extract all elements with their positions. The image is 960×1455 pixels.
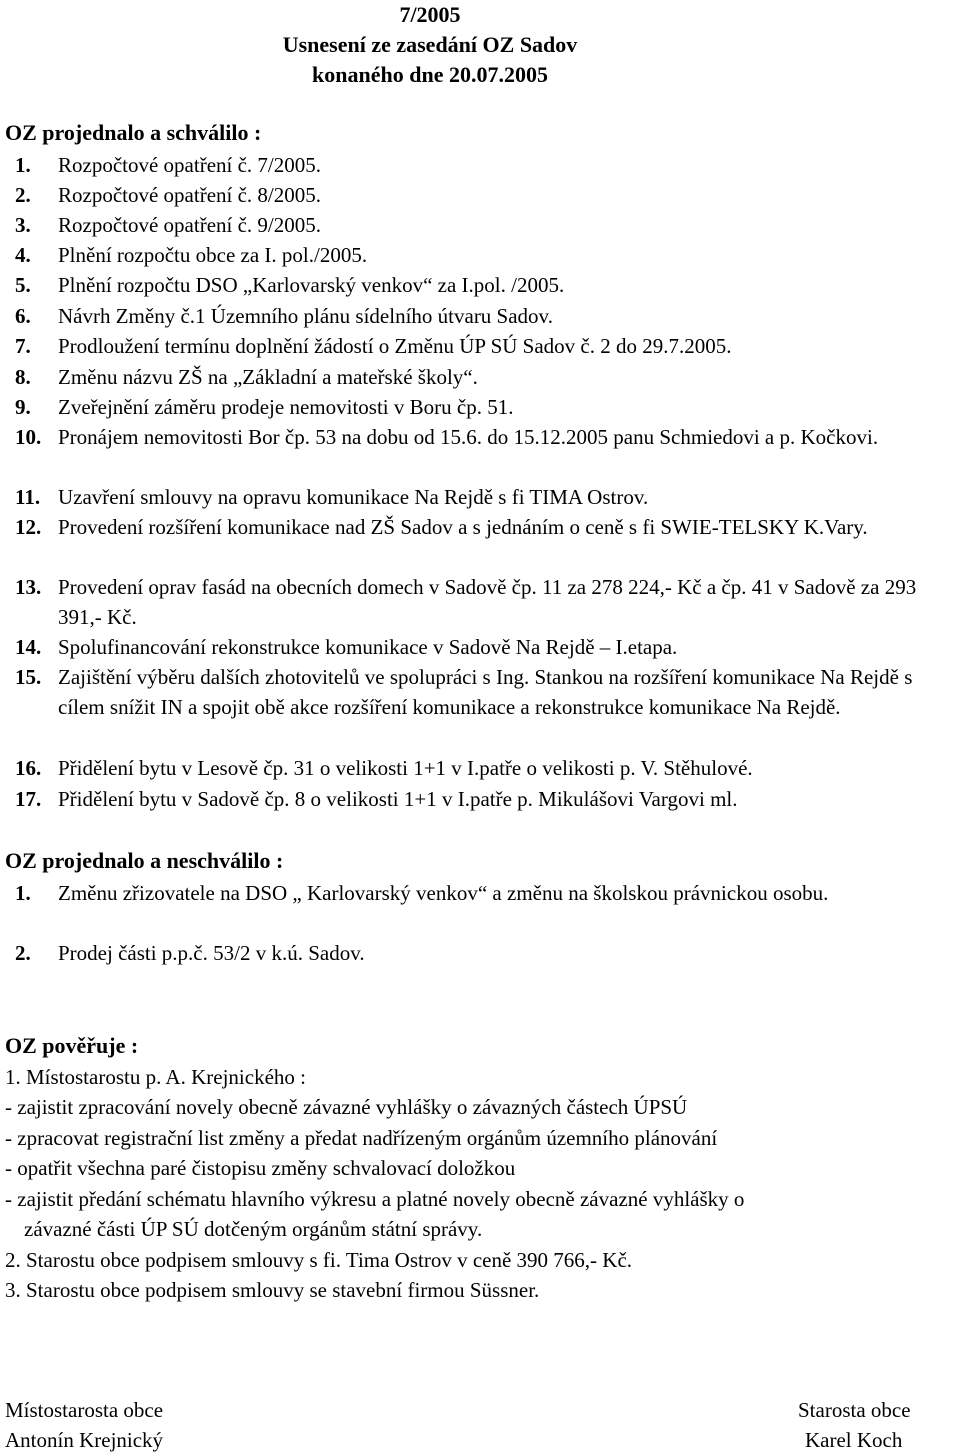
approved-item	[5, 270, 955, 300]
approved-item-number: 11.	[15, 485, 41, 509]
approved-item-text: Prodloužení termínu doplnění žádostí o Změnu ÚP SÚ Sadov č. 2 do 29.7.2005.	[58, 334, 732, 358]
approved-item	[5, 512, 955, 572]
task-line: - zajistit předání schématu hlavního výkresu a platné novely obecně závazné vyhlášky o	[5, 1187, 745, 1211]
task-line: - zpracovat registrační list změny a předat nadřízeným orgánům územního plánování	[5, 1126, 718, 1150]
approved-item-number: 10.	[15, 425, 42, 449]
delegate-line-2: 2. Starostu obce podpisem smlouvy s fi. Tima Ostrov v ceně 390 766,- Kč.	[5, 1248, 633, 1272]
rejected-item-text: Změnu zřizovatele na DSO „ Karlovarský venkov“ a změnu na školskou právnickou osobu.	[58, 881, 829, 905]
approved-item-text: Plnění rozpočtu DSO „Karlovarský venkov“ za I.pol. /2005.	[58, 273, 565, 297]
approved-item-text: Zveřejnění záměru prodeje nemovitosti v Boru čp. 51.	[58, 395, 514, 419]
task-line: - zajistit zpracování novely obecně závazné vyhlášky o závazných částech ÚPSÚ	[5, 1095, 688, 1119]
approved-item-text: Změnu názvu ZŠ na „Základní a mateřské školy“.	[58, 365, 478, 389]
approved-item-number: 8.	[15, 365, 31, 389]
approved-item	[5, 180, 955, 210]
approved-item-text: Návrh Změny č.1 Územního plánu sídelního útvaru Sadov.	[58, 304, 553, 328]
approved-item	[5, 150, 955, 180]
approved-item-number: 7.	[15, 334, 31, 358]
delegate-line-1: 1. Místostarostu p. A. Krejnického :	[5, 1065, 306, 1089]
approved-item-text: Rozpočtové opatření č. 7/2005.	[58, 153, 322, 177]
rejected-item	[5, 938, 955, 968]
approved-item	[5, 784, 955, 814]
resolution-number: 7/2005	[399, 2, 461, 27]
approved-item	[5, 240, 955, 270]
rejected-item	[5, 878, 955, 938]
approved-item-number: 16.	[15, 756, 42, 780]
approved-item-text: Pronájem nemovitosti Bor čp. 53 na dobu od 15.6. do 15.12.2005 panu Schmiedovi a p. Kočkovi.	[58, 425, 879, 449]
rejected-item-number: 1.	[15, 881, 31, 905]
approved-item	[5, 572, 955, 632]
approved-item-number: 4.	[15, 243, 31, 267]
signature-right-role: Starosta obce	[798, 1398, 911, 1422]
rejected-heading: OZ projednalo a neschválilo :	[5, 848, 284, 873]
delegates-heading: OZ pověřuje :	[5, 1033, 139, 1058]
approved-item-number: 17.	[15, 787, 42, 811]
approved-item-number: 6.	[15, 304, 31, 328]
approved-item-number: 1.	[15, 153, 31, 177]
approved-item-number: 12.	[15, 515, 42, 539]
approved-item-text: Provedení rozšíření komunikace nad ZŠ Sadov a s jednáním o ceně s fi SWIE-TELSKY K.Vary.	[58, 515, 868, 539]
approved-item	[5, 753, 955, 783]
approved-item	[5, 210, 955, 240]
approved-item-text: Plnění rozpočtu obce za I. pol./2005.	[58, 243, 368, 267]
rejected-item-text: Prodej části p.p.č. 53/2 v k.ú. Sadov.	[58, 941, 365, 965]
approved-item-number: 14.	[15, 635, 42, 659]
approved-item-text: Zajištění výběru dalších zhotovitelů ve spolupráci s Ing. Stankou na rozšíření komunikace Na Rejdě s cílem snížit IN a spojit obě akce rozšíření komunikace a rekonstrukce komunikace Na Rejdě.	[58, 665, 913, 719]
approved-item-number: 5.	[15, 273, 31, 297]
approved-item-text: Přidělení bytu v Sadově čp. 8 o velikosti 1+1 v I.patře p. Mikulášovi Vargovi ml.	[58, 787, 738, 811]
approved-item-text: Rozpočtové opatření č. 9/2005.	[58, 213, 322, 237]
approved-heading: OZ projednalo a schválilo :	[5, 120, 262, 145]
approved-item	[5, 422, 955, 482]
task-line: - opatřit všechna paré čistopisu změny schvalovací doložkou	[5, 1156, 516, 1180]
approved-item-text: Spolufinancování rekonstrukce komunikace v Sadově Na Rejdě – I.etapa.	[58, 635, 678, 659]
signature-left-name: Antonín Krejnický	[5, 1428, 164, 1452]
meeting-date: konaného dne 20.07.2005	[312, 62, 548, 87]
approved-item	[5, 632, 955, 662]
signature-left-role: Místostarosta obce	[5, 1398, 164, 1422]
signature-right-name: Karel Koch	[805, 1428, 903, 1452]
document-title: Usnesení ze zasedání OZ Sadov	[282, 32, 578, 57]
approved-item-text: Přidělení bytu v Lesově čp. 31 o velikosti 1+1 v I.patře o velikosti p. V. Stěhulové.	[58, 756, 753, 780]
rejected-item-number: 2.	[15, 941, 31, 965]
approved-item-text: Provedení oprav fasád na obecních domech v Sadově čp. 11 za 278 224,- Kč a čp. 41 v Sadově za 293 391,- Kč.	[58, 575, 917, 629]
approved-item-number: 15.	[15, 665, 42, 689]
approved-item	[5, 662, 955, 752]
approved-item	[5, 482, 955, 512]
approved-item	[5, 301, 955, 331]
approved-item	[5, 331, 955, 361]
approved-item-number: 2.	[15, 183, 31, 207]
approved-item-number: 13.	[15, 575, 42, 599]
approved-item	[5, 362, 955, 392]
approved-item	[5, 392, 955, 422]
approved-item-text: Uzavření smlouvy na opravu komunikace Na Rejdě s fi TIMA Ostrov.	[58, 485, 649, 509]
task-line: závazné části ÚP SÚ dotčeným orgánům státní správy.	[24, 1217, 483, 1241]
delegate-line-3: 3. Starostu obce podpisem smlouvy se stavební firmou Süssner.	[5, 1278, 540, 1302]
approved-item-text: Rozpočtové opatření č. 8/2005.	[58, 183, 322, 207]
approved-item-number: 9.	[15, 395, 31, 419]
approved-item-number: 3.	[15, 213, 31, 237]
